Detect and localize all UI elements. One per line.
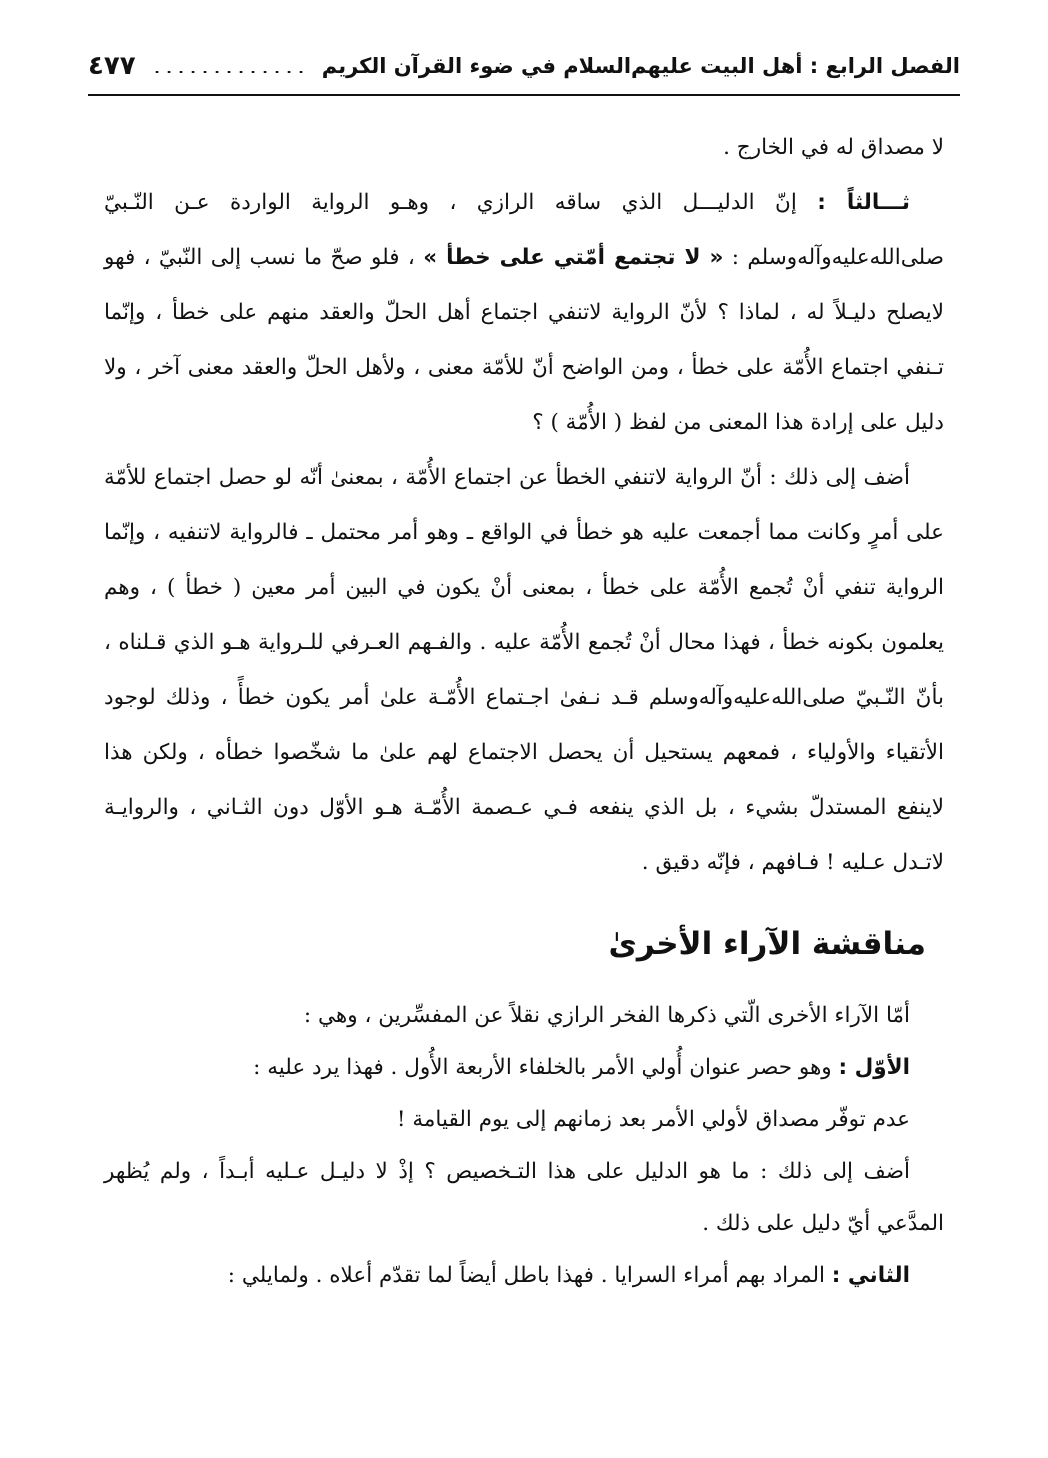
section-heading: مناقشة الآراء الأخرىٰ <box>608 926 926 962</box>
paragraph-8 <box>104 1250 944 1302</box>
running-title: الفصل الرابع : أهل البيت عليهم‌السلام في ضوء القرآن الكريم <box>321 54 960 78</box>
paragraph-4: أمّا الآراء الأخرى الّتي ذكرها الفخر الرازي نقلاً عن المفسِّرين ، وهي : <box>303 1003 910 1028</box>
paragraph-2 <box>104 175 944 450</box>
paragraph-3: أضف إلى ذلك : أنّ الرواية لاتنفي الخطأ عن اجتماع الأُمّة ، بمعنىٰ أنّه لو حصل اجتماع للأمّة على أمرٍ وكانت مما أجمعت عليه هو خطأ في الواقع ـ وهو أمر محتمل ـ فالرواية لاتنفيه ، وإنّما الرواية تنفي أنْ تُجمع الأُمّة على خطأ ، بمعنى أنْ يكون في البين أمر معين ( خطأ ) ، وهم يعلمون بكونه خطأ ، فهذا محال أنْ تُجمع الأُمّة عليه . والفـهم العـرفي للـرواية هـو الذي قـلناه ، بأنّ النّـبيّ صلى‌الله‌عليه‌وآله‌وسلم قـد نـفىٰ اجـتماع الأُمّـة علىٰ أمر يكون خطأً ، وذلك لوجود الأتقياء والأولياء ، فمعهم يستحيل أن يحصل الاجتماع لهم علىٰ ما شخّصوا خطأه ، ولكن هذا لاينفع المستدلّ بشيء ، بل الذي ينفعه فـي عـصمة الأُمّـة هـو الأوّل دون الثـاني ، والروايـة لاتـدل عـليه ! فـافهم ، فإنّه دقيق . <box>104 465 944 875</box>
header-rule <box>88 94 960 96</box>
paragraph-7: أضف إلى ذلك : ما هو الدليل على هذا التـخصيص ؟ إذْ لا دليـل عـليه أبـداً ، ولم يُظهر المدَّعي أيّ دليل على ذلك . <box>104 1159 944 1236</box>
paragraph-8-text: المراد بهم أمراء السرايا . فهذا باطل أيضاً لما تقدّم أعلاه . ولمايلي : <box>227 1263 832 1288</box>
first-opinion-label: الأوّل : <box>838 1055 910 1080</box>
paragraph-6: عدم توفّر مصداق لأولي الأمر بعد زمانهم إلى يوم القيامة ! <box>396 1107 910 1132</box>
page-body <box>104 120 944 1302</box>
page-header <box>88 42 960 90</box>
paragraph-5-text: وهو حصر عنوان أُولي الأمر بالخلفاء الأربعة الأُول . فهذا يرد عليه : <box>253 1055 839 1080</box>
paragraph-2-text-a: إنّ الدليـــل الذي ساقه الرازي ، وهـو الرواية الواردة عـن النّـبيّ صلى‌الله‌عليه‌وآله‌وسلم : <box>104 190 945 270</box>
hadith-quote: « لا تجتمع أمّتي على خطأ » <box>423 245 724 270</box>
point-three-label: ثـــالثاً : <box>817 190 911 215</box>
second-opinion-label: الثاني : <box>831 1263 910 1288</box>
paragraph-1: لا مصداق له في الخارج . <box>723 135 944 160</box>
paragraph-5 <box>104 1042 944 1094</box>
dot-leader <box>150 71 308 73</box>
paragraph-2-text-b: ، فلو صحّ ما نسب إلى النّبيّ ، فهو لايصلح دليـلاً له ، لماذا ؟ لأنّ الرواية لاتنفي اجتماع أهل الحلّ والعقد منهم على خطأ ، وإنّما تـنفي اجتماع الأُمّة على خطأ ، ومن الواضح أنّ للأمّة معنى ، ولأهل الحلّ والعقد معنى آخر ، ولا دليل على إرادة هذا المعنى من لفظ ( الأُمّة ) ؟ <box>104 245 944 435</box>
page-number: ٤٧٧ <box>88 51 136 81</box>
